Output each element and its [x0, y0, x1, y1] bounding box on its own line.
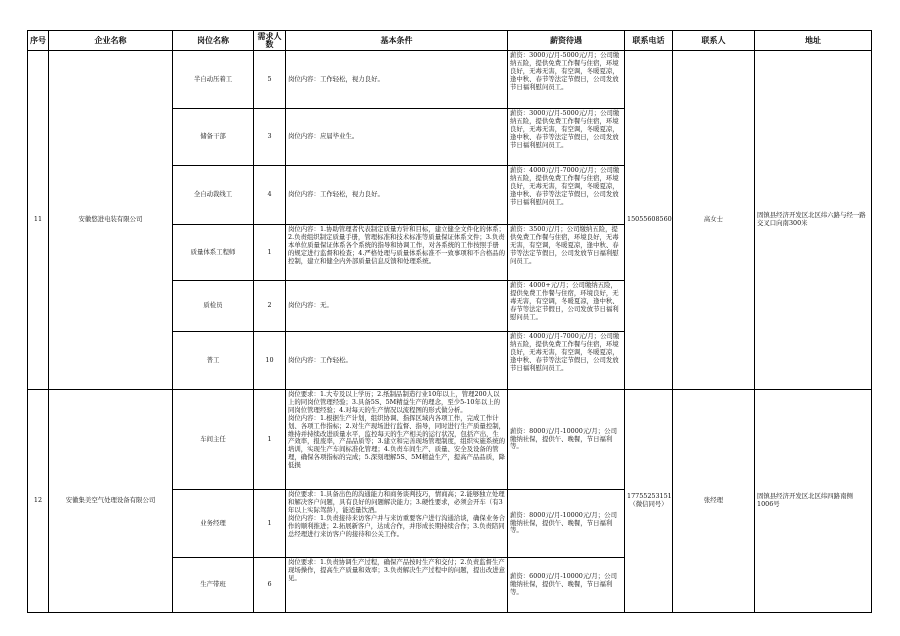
position-salary: 薪资：6000元/月-10000元/月；公司缴纳社保，提供午、晚餐，节日福利等。 — [508, 558, 625, 613]
position-conditions: 岗位要求：1.具备出色的沟通能力和商务谈判技巧，情商高；2.能够独立处理和解决客户问题，具有良好的问题解决能力；3.硬性要求，必须会开车（有3年以上实际驾龄），能适量饮酒。 岗位内容：1.负责接待来访客户并与来访重要客户进行沟通洽谈，确保业务合作的顺利推进；2.拓展新客户，达成合作，并形成长期持续合作；3.负责陪同总经理进行来访客户的接待和公关工作。 — [286, 490, 508, 558]
position-count: 2 — [254, 281, 286, 332]
table-row — [28, 51, 872, 109]
position-conditions: 岗位内容：工作轻松。 — [286, 332, 508, 390]
position-title: 质检员 — [173, 281, 254, 332]
position-salary: 薪资：8000元/月-10000元/月；公司缴纳社保，提供午、晚餐，节日福利等。 — [508, 390, 625, 490]
recruitment-table — [27, 30, 872, 613]
position-title: 车间主任 — [173, 390, 254, 490]
company-contact: 高女士 — [673, 51, 755, 390]
header-contact: 联系人 — [673, 31, 755, 51]
position-count: 1 — [254, 225, 286, 281]
recruitment-table-sheet — [27, 30, 872, 613]
position-conditions: 岗位内容：无。 — [286, 281, 508, 332]
position-conditions: 岗位内容：应届毕业生。 — [286, 109, 508, 166]
position-count: 10 — [254, 332, 286, 390]
company-contact: 张经理 — [673, 390, 755, 613]
position-title: 生产带班 — [173, 558, 254, 613]
company-name: 安徽集美空气处理设备有限公司 — [49, 390, 173, 613]
position-salary: 薪资：4000+元/月；公司缴纳五险，提供免费工作餐与住宿，环境良好，无毒无害，有空调，冬暖夏凉，逢中秋、春节等法定节假日，公司发放节日福利慰问员工。 — [508, 281, 625, 332]
position-conditions: 岗位要求：1.负责协调生产过程，确保产品按时生产和交付；2.负责监督生产现场操作，提高生产质量和效率；3.负责解决生产过程中的问题，提出改进意见。 — [286, 558, 508, 613]
position-title: 全自动裁线工 — [173, 166, 254, 225]
header-company: 企业名称 — [49, 31, 173, 51]
position-count: 1 — [254, 390, 286, 490]
position-title: 业务经理 — [173, 490, 254, 558]
company-phone: 15055608560 — [625, 51, 673, 390]
position-count: 3 — [254, 109, 286, 166]
position-conditions: 岗位内容：工作轻松，视力良好。 — [286, 51, 508, 109]
position-salary: 薪资：4000元/月-7000元/月；公司缴纳五险，提供免费工作餐与住宿，环境良好，无毒无害，有空调，冬暖夏凉，逢中秋、春节等法定节假日，公司发放节日福利慰问员工。 — [508, 166, 625, 225]
header-count: 需求人数 — [254, 31, 286, 51]
position-salary: 薪资：4000元/月-7000元/月；公司缴纳五险，提供免费工作餐与住宿，环境良好，无毒无害，有空调，冬暖夏凉，逢中秋、春节等法定节假日，公司发放节日福利慰问员工。 — [508, 332, 625, 390]
position-count: 4 — [254, 166, 286, 225]
company-address: 固镇县经济开发区北区纬四路南侧1006号 — [755, 390, 872, 613]
position-title: 储备干部 — [173, 109, 254, 166]
position-count: 5 — [254, 51, 286, 109]
header-row — [28, 31, 872, 51]
header-phone: 联系电话 — [625, 31, 673, 51]
table-row — [28, 390, 872, 490]
company-seq: 12 — [28, 390, 49, 613]
position-salary: 薪资：3000元/月-5000元/月；公司缴纳五险，提供免费工作餐与住宿，环境良好，无毒无害，有空调，冬暖夏凉，逢中秋、春节等法定节假日，公司发放节日福利慰问员工。 — [508, 109, 625, 166]
company-phone: 17755253151 （微信同号） — [625, 390, 673, 613]
company-name: 安徽悠进电装有限公司 — [49, 51, 173, 390]
company-address: 固镇县经济开发区北区纬六路与经一路交叉口向南300米 — [755, 51, 872, 390]
position-title: 普工 — [173, 332, 254, 390]
header-salary: 薪资待遇 — [508, 31, 625, 51]
position-salary: 薪资：8000元/月-10000元/月；公司缴纳社保，提供午、晚餐，节日福利等。 — [508, 490, 625, 558]
header-address: 地址 — [755, 31, 872, 51]
position-count: 1 — [254, 490, 286, 558]
position-title: 半自动压着工 — [173, 51, 254, 109]
header-conditions: 基本条件 — [286, 31, 508, 51]
position-conditions: 岗位内容：工作轻松，视力良好。 — [286, 166, 508, 225]
header-seq: 序号 — [28, 31, 49, 51]
position-title: 质量体系工程师 — [173, 225, 254, 281]
header-position: 岗位名称 — [173, 31, 254, 51]
position-conditions: 岗位内容：1.协助管理者代表制定质量方针和目标，建立健全文件化的体系；2.负责组织制定质量手册，管理标准和技术标准等质量保证体系文件；3.负责本单位质量保证体系各个系统的指导和协调工作，对各系统的工作按照手册的规定进行监督和检查；4.严格处理与质量体系标准不一致事项和不合格品的控制，建立和健全内外部质量信息反馈和处理系统。 — [286, 225, 508, 281]
position-count: 6 — [254, 558, 286, 613]
company-seq: 11 — [28, 51, 49, 390]
position-conditions: 岗位要求：1.大专及以上学历；2.纸制品制造行业10年以上，管理200人以上的同岗位管理经验；3.具备5S、5M精益生产的理念，至少5-10年以上的同岗位管理经验；4.对每天的生产情况以流程图的形式做分析。 岗位内容：1.根据生产计划，组织协调、指挥区域内各项工作，完成工作计划、各项工作指标；2.对生产现场进行监督、指导，同时进行生产质量控制，维持并持续改进质量水平，监控每天的生产相关的运行状况，包括产出，生产效率，报废率，产品品质等；3.建立和完善现场管理制度，组织实施系统的培训，实现生产车间标准化管理；4.负责车间生产、质量、安全及设备的管理，确保各项指标的完成；5.深刻理解5S、5M精益生产，提高产品品质，降低损 — [286, 390, 508, 490]
position-salary: 薪资：3000元/月-5000元/月；公司缴纳五险，提供免费工作餐与住宿，环境良好，无毒无害，有空调，冬暖夏凉，逢中秋、春节等法定节假日，公司发放节日福利慰问员工。 — [508, 51, 625, 109]
position-salary: 薪资：3500元/月；公司缴纳五险，提供免费工作餐与住宿，环境良好，无毒无害，有空调，冬暖夏凉，逢中秋、春节等法定节假日，公司发放节日福利慰问员工。 — [508, 225, 625, 281]
